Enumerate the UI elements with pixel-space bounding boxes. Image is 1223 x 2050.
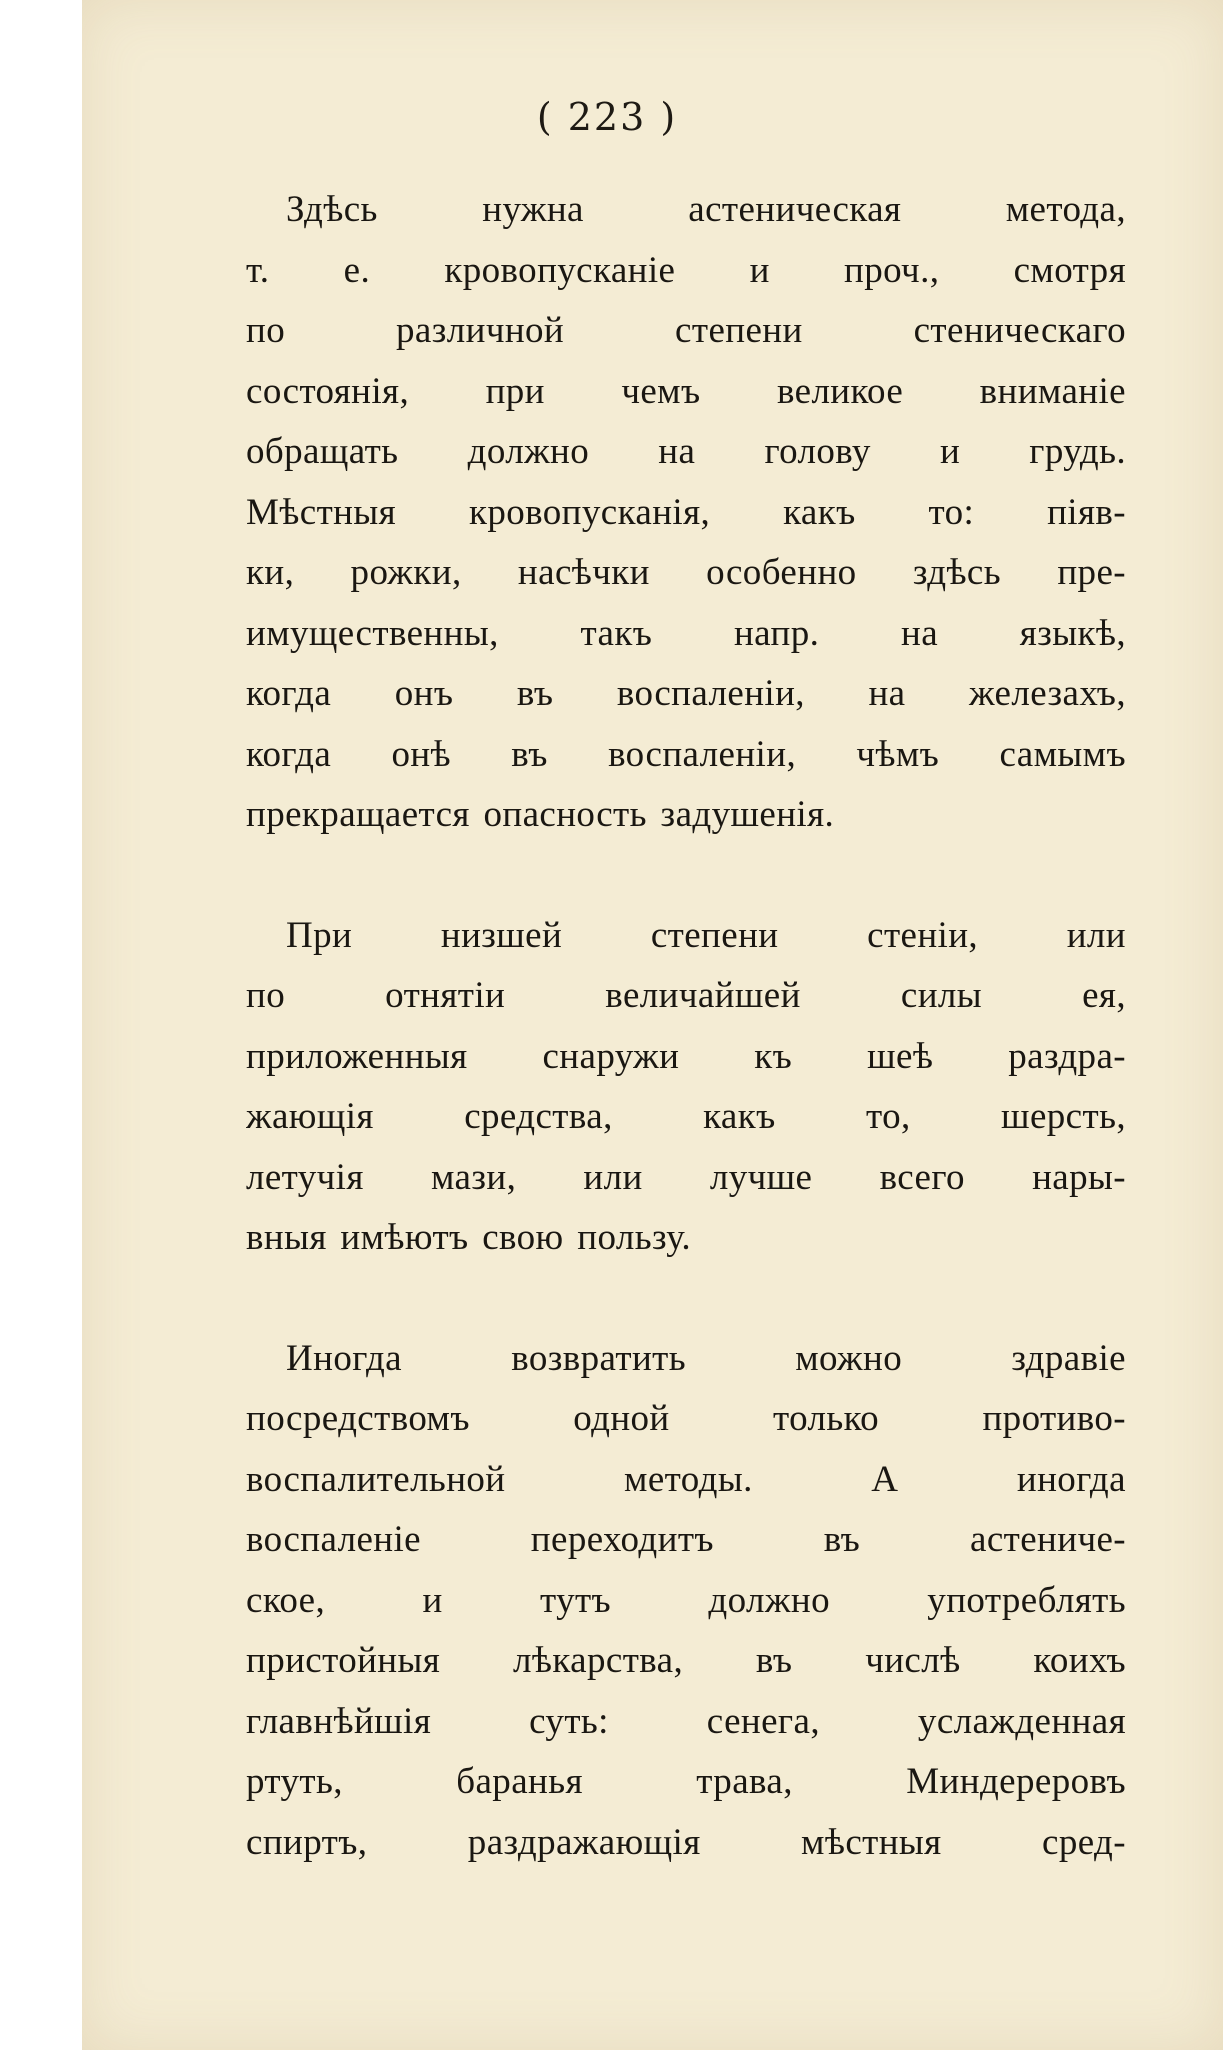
text-line: состоянія, при чемъ великое вниманіе <box>246 370 1126 412</box>
text-line: главнѣйшія суть: сенега, услажденная <box>246 1700 1126 1742</box>
text-line: воспалительной методы. А иногда <box>246 1458 1126 1500</box>
text-body <box>246 180 1126 1873</box>
text-line: приложенныя снаружи къ шеѣ раздра- <box>246 1035 1126 1077</box>
text-line: спиртъ, раздражающія мѣстныя сред- <box>246 1821 1126 1863</box>
text-line: ртуть, баранья трава, Миндереровъ <box>246 1761 1126 1802</box>
book-page <box>82 0 1223 2050</box>
text-line: когда онѣ въ воспаленіи, чѣмъ самымъ <box>246 733 1126 775</box>
text-line: Мѣстныя кровопусканія, какъ то: піяв- <box>246 491 1126 533</box>
text-line: ское, и тутъ должно употреблять <box>246 1579 1126 1621</box>
text-line: летучія мази, или лучше всего нары- <box>246 1156 1126 1198</box>
text-line: посредствомъ одной только противо- <box>246 1398 1126 1439</box>
paragraph <box>246 1329 1126 1874</box>
text-line: жающія средства, какъ то, шерсть, <box>246 1096 1126 1137</box>
text-line: по различной степени стеническаго <box>246 310 1126 351</box>
text-line: пристойныя лѣкарства, въ числѣ коихъ <box>246 1640 1126 1681</box>
text-line: по отнятіи величайшей силы ея, <box>246 975 1126 1016</box>
text-line: обращать должно на голову и грудь. <box>246 431 1126 472</box>
text-line: Здѣсь нужна астеническая метода, <box>286 189 1126 230</box>
paragraph <box>246 906 1126 1269</box>
text-line: При низшей степени стеніи, или <box>286 914 1126 956</box>
text-line: имущественны, такъ напр. на языкѣ, <box>246 612 1126 654</box>
text-line: т. е. кровопусканіе и проч., смотря <box>246 249 1126 291</box>
text-line: Иногда возвратить можно здравіе <box>286 1337 1126 1379</box>
text-line: воспаленіе переходитъ въ астениче- <box>246 1519 1126 1560</box>
text-line: когда онъ въ воспаленіи, на железахъ, <box>246 673 1126 714</box>
text-line: вныя имѣютъ свою пользу. <box>246 1217 692 1258</box>
text-line: прекращается опасность задушенія. <box>246 794 835 835</box>
paragraph <box>246 180 1126 846</box>
page-number: ( 223 ) <box>536 95 678 139</box>
text-line: ки, рожки, насѣчки особенно здѣсь пре- <box>246 552 1126 593</box>
